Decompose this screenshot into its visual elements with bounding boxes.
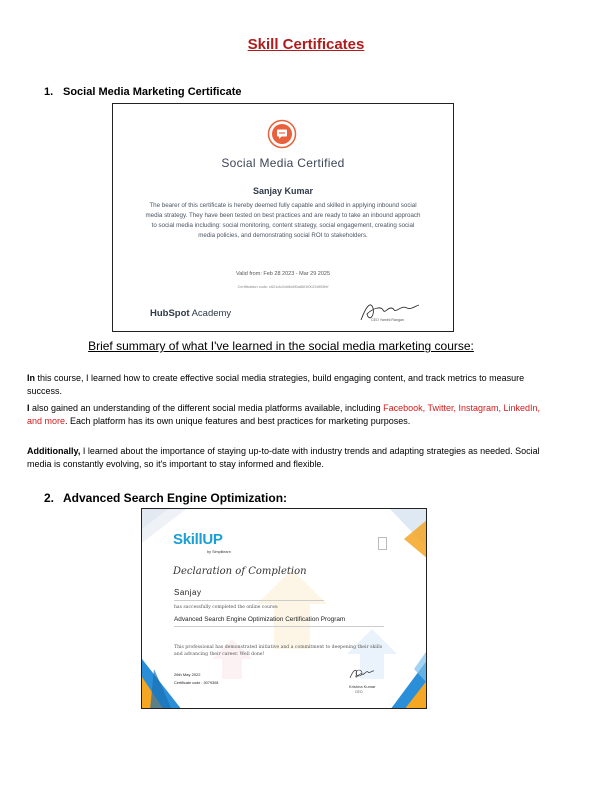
summary-paragraph-2: I also gained an understanding of the different social media platforms available, including Facebook, Twitter, Instagram, LinkedIn, and more. Each platform has its own unique features and best practices for marketing purposes. xyxy=(27,403,540,426)
declaration-title: Declaration of Completion xyxy=(173,566,307,577)
divider xyxy=(174,600,324,601)
signature-icon xyxy=(346,666,376,682)
course-name: Advanced Search Engine Optimization Certification Program xyxy=(174,616,346,623)
certificate-code: Certification code: c621cfc2cb8d4f0a86f1f0022df93fef xyxy=(237,285,329,289)
certificate-badge-icon xyxy=(267,119,297,149)
certificate-recipient: Sanjay xyxy=(174,588,202,597)
summary-heading: Brief summary of what I've learned in the social media marketing course: xyxy=(88,339,474,353)
seo-certificate-image xyxy=(141,508,427,709)
certificate-date: 26th May 2022 xyxy=(174,672,201,677)
platforms-list: Facebook, Twitter, Instagram, LinkedIn, and more xyxy=(27,403,540,426)
section-heading-2: 2. Advanced Search Engine Optimization: xyxy=(44,491,288,505)
placeholder-box xyxy=(378,537,387,550)
certificate-code: Certificate code : 3079308 xyxy=(174,681,219,685)
social-media-certificate-image xyxy=(112,103,454,332)
summary-paragraph-1: In this course, I learned how to create effective social media strategies, build engaging content, and track metrics to measure success. xyxy=(27,373,525,396)
signer-role: CEO xyxy=(355,690,363,694)
signer-name: Krishna Kumar xyxy=(349,684,376,689)
hubspot-logo: HubSpot Academy xyxy=(150,308,232,319)
skillup-logo-subtitle: by Simplilearn xyxy=(207,550,231,554)
completion-text: has successfully completed the online course: xyxy=(174,605,279,610)
professional-text: This professional has demonstrated initiative and a commitment to deepening their skills and advancing their career. Well done! xyxy=(174,645,383,657)
page-title: Skill Certificates xyxy=(247,36,365,53)
divider xyxy=(174,626,384,627)
certificate-valid: Valid from: Feb 28 2023 - Mar 29 2025 xyxy=(235,271,331,277)
skillup-logo: SkillUP xyxy=(173,531,223,548)
signature-caption: CEO Yamini Rangan xyxy=(371,318,405,322)
section-heading-1: 1. Social Media Marketing Certificate xyxy=(44,86,242,98)
certificate-recipient: Sanjay Kumar xyxy=(252,186,314,196)
certificate-title: Social Media Certified xyxy=(221,156,345,170)
certificate-body: The bearer of this certificate is hereby deemed fully capable and skilled in applying inbound social media strategy. They have been tested on best practices and are ready to take an inbound approach to social media including: social monitoring, content strategy, social engagement, creating social media policies, and demonstrating social ROI to stakeholders. xyxy=(145,202,421,239)
summary-paragraph-3: Additionally, I learned about the importance of staying up-to-date with industry trends and adapting strategies as needed. Social media is constantly evolving, so it's important to stay informed and flexible. xyxy=(27,446,540,469)
